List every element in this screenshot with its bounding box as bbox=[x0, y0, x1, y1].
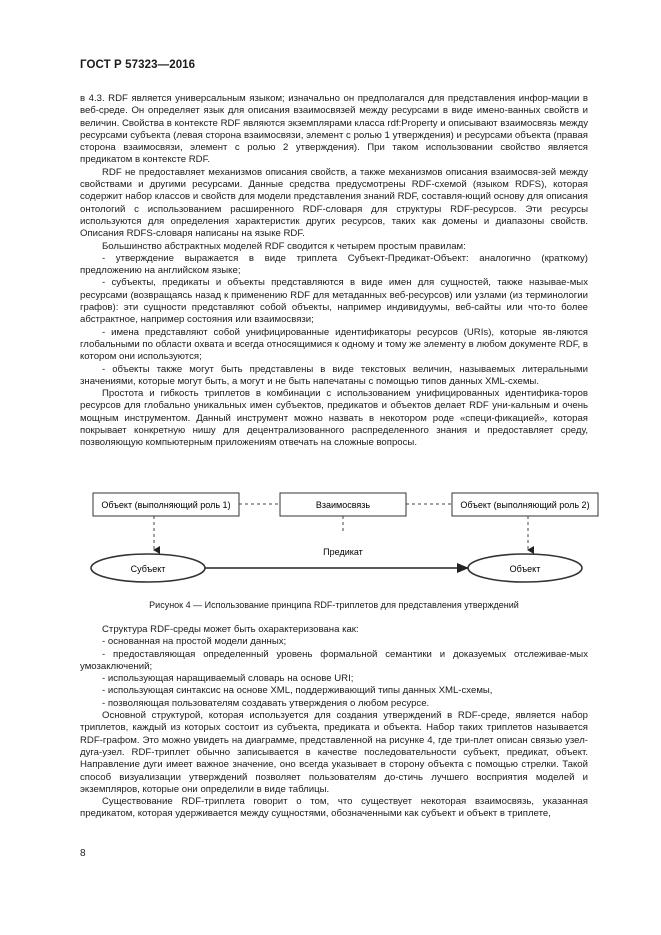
paragraph: Существование RDF-триплета говорит о том, что существует некоторая взаимосвязь, указанная предикатом, которая удерживается между сущностями, обозначенными как субъект и объект в триплете, bbox=[80, 796, 588, 820]
page-number: 8 bbox=[80, 848, 86, 859]
rdf-triplet-diagram bbox=[80, 488, 600, 598]
body-text-top bbox=[80, 93, 588, 450]
paragraph: - имена представляют собой унифицированные идентификаторы ресурсов (URIs), которые яв-ляются глобальными по области охвата и всегда относящимися к одному и тому же элементу в любом документе RDF, в котором они используются; bbox=[80, 326, 588, 363]
ellipse-object-label: Объект bbox=[509, 564, 541, 574]
paragraph: Большинство абстрактных моделей RDF сводится к четырем простым правилам: bbox=[102, 240, 466, 252]
paragraph: - основанная на простой модели данных; bbox=[102, 636, 287, 648]
figure-rdf-triplet bbox=[80, 488, 600, 598]
ellipse-subject-label: Субъект bbox=[130, 564, 166, 574]
figure-caption: Рисунок 4 — Использование принципа RDF-триплетов для представления утверждений bbox=[149, 600, 519, 610]
paragraph: - объекты также могут быть представлены в виде текстовых величин, называемых литеральными значениями, которые могут быть, а могут и не быть напечатаны с помощью типов данных XML-схемы. bbox=[80, 363, 588, 387]
paragraph: - утверждение выражается в виде триплета Субъект-Предикат-Объект: аналогично (краткому) предложению на английском языке; bbox=[80, 252, 588, 277]
paragraph: - использующая наращиваемый словарь на основе URI; bbox=[102, 673, 354, 685]
paragraph: - субъекты, предикаты и объекты представляются в виде имен для сущностей, также называе-мых ресурсами (возвращаясь назад к применению RDF для метаданных веб-ресурсов) или узлами (из терминологии графов): эти сущности представляют собой объекты, например индивидуумы, веб-сайты или что-то более абстрактное, например состояния или взаимосвязи; bbox=[80, 277, 588, 326]
paragraph: - предоставляющая определенный уровень формальной семантики и доказуемых отслеживае-мых умозаключений; bbox=[80, 648, 588, 672]
paragraph: в 4.3. RDF является универсальным языком; изначально он предполагался для представления инфор-мации в веб-среде. Он определяет язык для описания взаимосвязей между ресурсами в виде имено-ванных свойств и величин. Свойства в контексте RDF являются экземплярами класса rdf:Property и описывают взаимосвязь между ресурсами субъекта (левая сторона взаимосвязи, элемент с ролью 1 утверждения) и ресурсами объекта (правая сторона взаимосвязи, элемент с ролью 2 утверждения). При таком использовании свойство является предикатом в контексте RDF. bbox=[80, 93, 588, 166]
paragraph: Структура RDF-среды может быть охарактеризована как: bbox=[102, 624, 359, 635]
paragraph: Основной структурой, которая используется для создания утверждений в RDF-среде, является набор триплетов, каждый из которых состоит из субъекта, предиката и объекта. Набор таких триплетов называется RDF-графом. Это можно увидеть на диаграмме, представленной на рисунке 4, где три-плет описан связью узел-дуга-узел. RDF-триплет обычно записывается в качестве последовательности субъект, предикат, объект. Направление дуги имеет важное значение, оно всегда указывает в сторону объекта с помощью стрелки. Такой способ визуализации утверждений позволяет пользователям до-стичь лучшего восприятия моделей и экземпляров, которые они определили в виде таблицы. bbox=[80, 710, 588, 795]
document-header: ГОСТ Р 57323—2016 bbox=[80, 59, 196, 71]
predicate-label: Предикат bbox=[323, 547, 363, 557]
box-object-role1-label: Объект (выполняющий роль 1) bbox=[101, 500, 231, 510]
paragraph: - использующая синтаксис на основе XML, поддерживающий типы данных XML-схемы, bbox=[102, 685, 493, 697]
body-text-bottom bbox=[80, 624, 588, 821]
paragraph: RDF не предоставляет механизмов описания свойств, а также механизмов описания взаимосвя-зей между свойствами и другими ресурсами. Данные средства предусмотрены RDF-схемой (языком RDFS), которая содержит набор классов и свойств для модели представления знаний RDF, составля-ющий основу для описания онтологий с использованием расширенного RDF-словаря для структуры RDF-ресурсов. Эти ресурсы используются для определения характеристик других ресурсов, таких как домены и диапазоны свойств. Описания RDFS-словаря написаны на языке RDF. bbox=[80, 166, 588, 240]
box-object-role2-label: Объект (выполняющий роль 2) bbox=[460, 500, 590, 510]
box-relationship-label: Взаимосвязь bbox=[315, 500, 371, 510]
paragraph: Простота и гибкость триплетов в комбинации с использованием унифицированных идентифика-торов ресурсов для глобально уникальных имен субъектов, предикатов и объектов делает RDF уни-кальным и очень мощным инструментом. Данный инструмент можно назвать в некотором роде «специ-фикацией», которая покрывает конкретную нишу для децентрализованного распределенного знания и предоставляет среду, позволяющую компьютерным приложениям отвечать на сложные вопросы. bbox=[80, 388, 588, 449]
paragraph: - позволяющая пользователям создавать утверждения о любом ресурсе. bbox=[102, 697, 430, 709]
